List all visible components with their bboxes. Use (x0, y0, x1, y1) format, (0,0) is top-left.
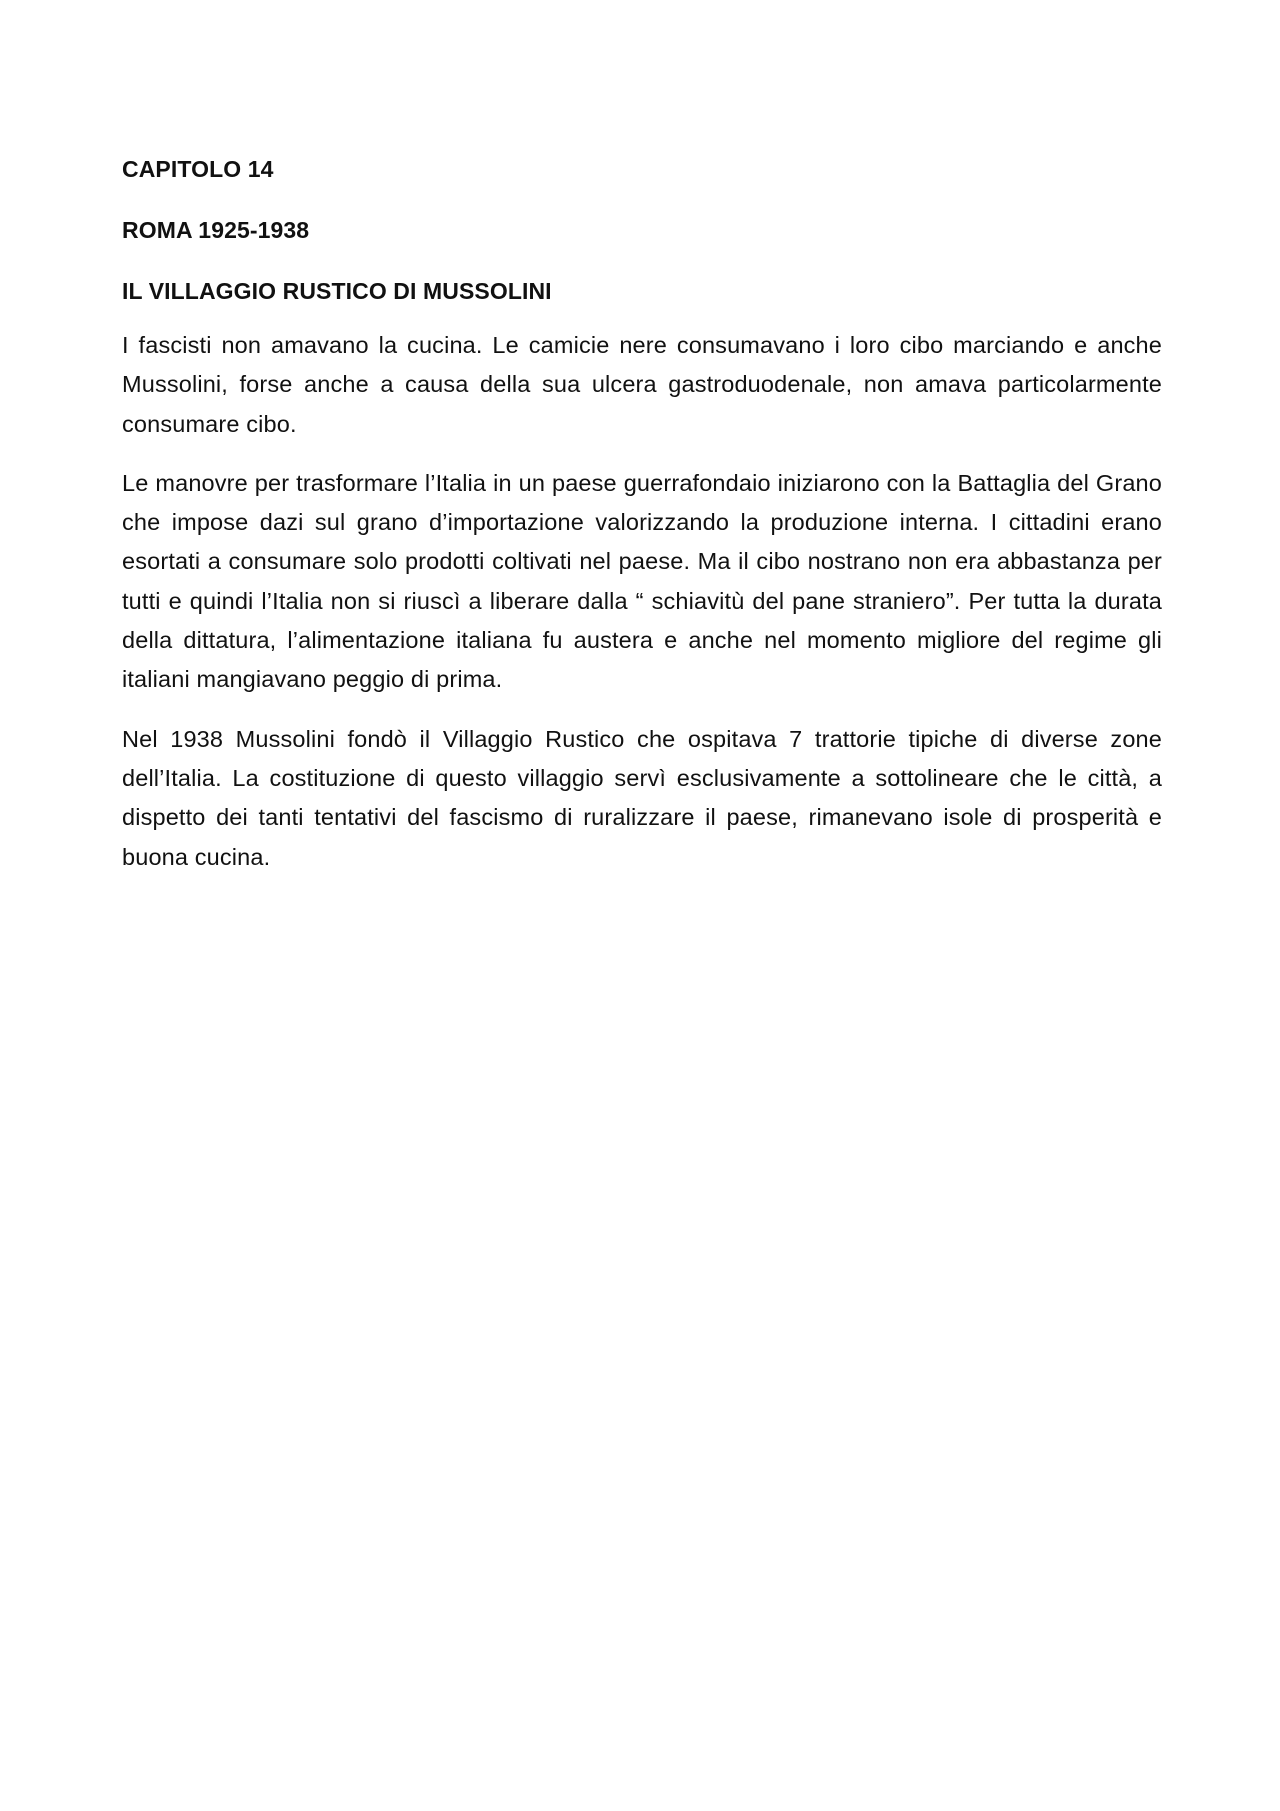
chapter-title: IL VILLAGGIO RUSTICO DI MUSSOLINI (122, 278, 552, 304)
paragraph-2: Le manovre per trasformare l’Italia in un paese guerrafondaio iniziarono con la Battaglia del Grano che impose dazi sul grano d’importazione valorizzando la produzione interna. I cittadini erano esortati a consumare solo prodotti coltivati nel paese. Ma il cibo nostrano non era abbastanza per tutti e quindi l’Italia non si riuscì a liberare dalla “ schiavitù del pane straniero”. Per tutta la durata della dittatura, l’alimentazione italiana fu austera e anche nel momento migliore del regime gli italiani mangiavano peggio di prima. (122, 469, 1162, 693)
paragraph-1: I fascisti non amavano la cucina. Le camicie nere consumavano i loro cibo marciando e anche Mussolini, forse anche a causa della sua ulcera gastroduodenale, non amava particolarmente consumare cibo. (122, 332, 1162, 437)
place-years-heading: ROMA 1925-1938 (122, 217, 310, 243)
document-body (122, 154, 1162, 897)
chapter-heading: CAPITOLO 14 (122, 156, 274, 182)
paragraph-3: Nel 1938 Mussolini fondò il Villaggio Rustico che ospitava 7 trattorie tipiche di diverse zone dell’Italia. La costituzione di questo villaggio servì esclusivamente a sottolineare che le città, a dispetto dei tanti tentativi del fascismo di ruralizzare il paese, rimanevano isole di prosperità e buona cucina. (122, 725, 1162, 870)
